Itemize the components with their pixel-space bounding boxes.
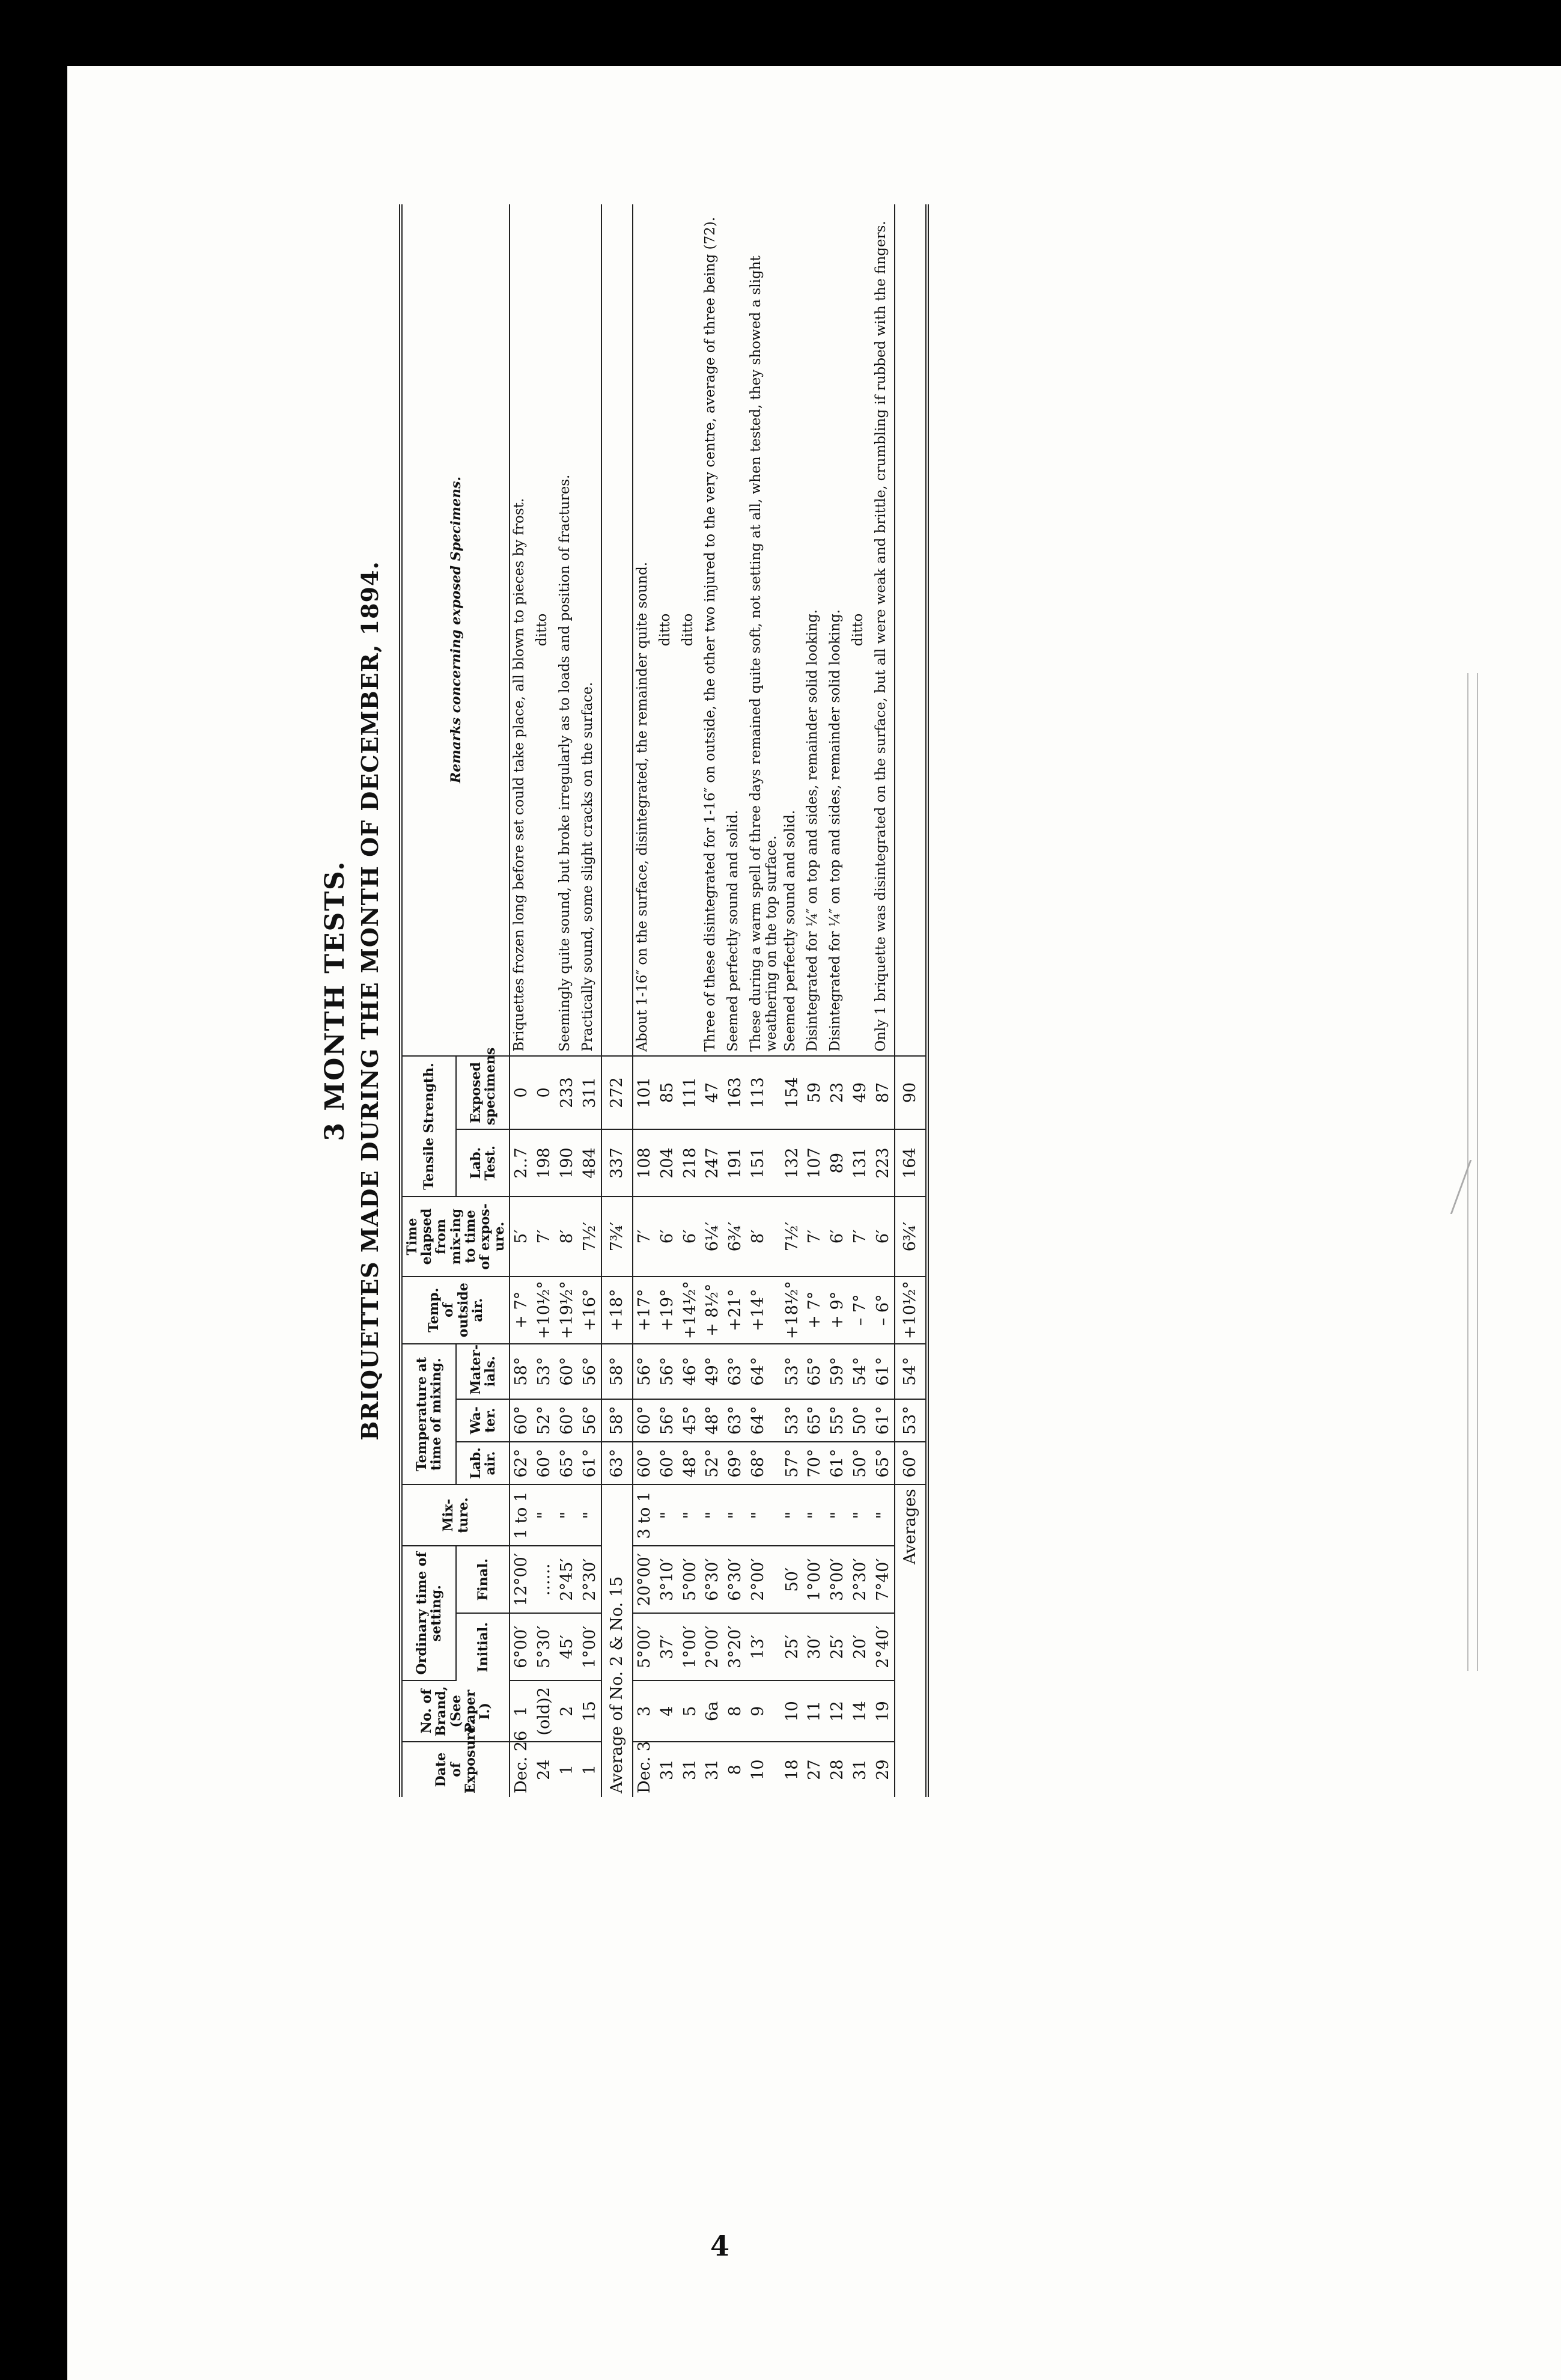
- cell-materials: 59°: [826, 1344, 849, 1399]
- cell-initial: 2°00′: [701, 1613, 724, 1680]
- cell-initial: 45′: [556, 1613, 579, 1680]
- cell-brand: 11: [803, 1680, 826, 1742]
- cell-elapsed: 6¼′: [701, 1197, 724, 1276]
- cell-initial: 25′: [826, 1613, 849, 1680]
- cell-water: 60°: [633, 1399, 656, 1442]
- cell-materials: 56°: [579, 1344, 602, 1399]
- test-results-table: [399, 204, 929, 1797]
- cell-final: 20°00′: [633, 1546, 656, 1613]
- cell-materials: 49°: [701, 1344, 724, 1399]
- cell-lab-test: 223: [872, 1129, 895, 1197]
- cell-final: 3°00′: [826, 1546, 849, 1613]
- cell-exposed: 85: [656, 1056, 679, 1129]
- avg2-remarks-empty: [895, 204, 927, 1056]
- cell-outside: – 6°: [872, 1277, 895, 1344]
- cell-exposed: 113: [747, 1056, 781, 1129]
- header-time-elapsed: Time elapsed from mix-ing to time of expos-ure.: [401, 1197, 510, 1276]
- avg-exposed: 272: [601, 1056, 633, 1129]
- cell-lab-air: 70°: [803, 1442, 826, 1484]
- binding-mark: [1450, 1160, 1496, 1214]
- cell-elapsed: 6′: [679, 1197, 702, 1276]
- cell-elapsed: 5′: [510, 1197, 533, 1276]
- cell-final: 2°45′: [556, 1546, 579, 1613]
- cell-lab-air: 50°: [849, 1442, 872, 1484]
- page-title: 3 MONTH TESTS.: [320, 860, 350, 1141]
- cell-remarks: ditto: [533, 204, 556, 1056]
- cell-remarks: About 1-16″ on the surface, disintegrated, the remainder quite sound.: [633, 204, 656, 1056]
- cell-mixture: ": [849, 1484, 872, 1546]
- cell-remarks: Seemed perfectly sound and solid.: [724, 204, 747, 1056]
- cell-brand: 1: [510, 1680, 533, 1742]
- cell-mixture: ": [826, 1484, 849, 1546]
- cell-outside: + 7°: [510, 1277, 533, 1344]
- avg2-elapsed: 6¾′: [895, 1197, 927, 1276]
- table-row: [556, 204, 579, 1797]
- cell-materials: 63°: [724, 1344, 747, 1399]
- cell-final: 2°00′: [747, 1546, 781, 1613]
- averages-row: [895, 204, 927, 1797]
- header-setting-group: Ordinary time of setting.: [401, 1546, 456, 1680]
- cell-lab-test: 191: [724, 1129, 747, 1197]
- cell-water: 48°: [701, 1399, 724, 1442]
- cell-elapsed: 7′: [533, 1197, 556, 1276]
- cell-final: 50′: [781, 1546, 804, 1613]
- cell-water: 64°: [747, 1399, 781, 1442]
- cell-brand: 15: [579, 1680, 602, 1742]
- header-materials: Mater-ials.: [456, 1344, 510, 1399]
- cell-exposed: 23: [826, 1056, 849, 1129]
- cell-mixture: ": [656, 1484, 679, 1546]
- cell-brand: 12: [826, 1680, 849, 1742]
- cell-mixture: ": [579, 1484, 602, 1546]
- cell-lab-air: 65°: [872, 1442, 895, 1484]
- header-temp-group: Temperature at time of mixing.: [401, 1344, 456, 1484]
- cell-date: 31: [657, 1759, 677, 1780]
- header-lab-test: Lab. Test.: [456, 1129, 510, 1197]
- cell-date: 18: [782, 1759, 802, 1780]
- cell-outside: +19°: [656, 1277, 679, 1344]
- cell-final: 3°10′: [656, 1546, 679, 1613]
- header-brand: No. of Brand, (See Paper I.): [401, 1680, 510, 1742]
- cell-water: 60°: [510, 1399, 533, 1442]
- table-row: [701, 204, 724, 1797]
- table-row: [849, 204, 872, 1797]
- header-mixture: Mix-ture.: [401, 1484, 510, 1546]
- cell-final: 2°30′: [579, 1546, 602, 1613]
- average-row: [601, 204, 633, 1797]
- cell-final: ……: [533, 1546, 556, 1613]
- cell-elapsed: 8′: [556, 1197, 579, 1276]
- cell-initial: 1°00′: [579, 1613, 602, 1680]
- cell-remarks: These during a warm spell of three days remained quite soft, not setting at all, when tested, they showed a slight weathering on the top surface.: [747, 204, 781, 1056]
- cell-date: Dec. 3: [635, 1741, 654, 1793]
- cell-outside: +18½°: [781, 1277, 804, 1344]
- cell-lab-test: 484: [579, 1129, 602, 1197]
- cell-elapsed: 7½′: [781, 1197, 804, 1276]
- cell-date: 28: [828, 1759, 847, 1780]
- cell-date: 8: [726, 1765, 745, 1775]
- cell-materials: 53°: [781, 1344, 804, 1399]
- cell-mixture: ": [803, 1484, 826, 1546]
- cell-date: 31: [680, 1759, 699, 1780]
- cell-outside: +14½°: [679, 1277, 702, 1344]
- cell-exposed: 233: [556, 1056, 579, 1129]
- cell-elapsed: 7′: [803, 1197, 826, 1276]
- cell-exposed: 311: [579, 1056, 602, 1129]
- cell-lab-test: 204: [656, 1129, 679, 1197]
- header-remarks: Remarks concerning exposed Specimens.: [401, 204, 510, 1056]
- cell-initial: 3°20′: [724, 1613, 747, 1680]
- cell-remarks: Seemed perfectly sound and solid.: [781, 204, 804, 1056]
- table-row: [872, 204, 895, 1797]
- cell-elapsed: 6′: [656, 1197, 679, 1276]
- cell-date: 27: [805, 1759, 824, 1780]
- cell-date: 24: [535, 1759, 554, 1780]
- avg2-water: 53°: [895, 1399, 927, 1442]
- cell-final: 6°30′: [724, 1546, 747, 1613]
- table-row: [747, 204, 781, 1797]
- cell-date: 31: [850, 1759, 869, 1780]
- cell-elapsed: 7′: [633, 1197, 656, 1276]
- table-header: [401, 204, 510, 1797]
- cell-exposed: 163: [724, 1056, 747, 1129]
- cell-outside: +14°: [747, 1277, 781, 1344]
- avg-outside: +18°: [601, 1277, 633, 1344]
- cell-water: 61°: [872, 1399, 895, 1442]
- table-body: [510, 204, 927, 1797]
- cell-remarks: Disintegrated for ¼″ on top and sides, remainder solid looking.: [826, 204, 849, 1056]
- cell-brand: 2: [556, 1680, 579, 1742]
- page-subtitle: BRIQUETTES MADE DURING THE MONTH OF DECEMBER, 1894.: [356, 561, 383, 1441]
- cell-lab-air: 61°: [826, 1442, 849, 1484]
- document-page: [67, 66, 1561, 2380]
- cell-materials: 56°: [656, 1344, 679, 1399]
- cell-initial: 5°30′: [533, 1613, 556, 1680]
- cell-remarks: Seemingly quite sound, but broke irregularly as to loads and position of fractures.: [556, 204, 579, 1056]
- cell-outside: – 7°: [849, 1277, 872, 1344]
- cell-outside: +19½°: [556, 1277, 579, 1344]
- header-final: Final.: [456, 1546, 510, 1613]
- header-exposed: Exposed specimens: [456, 1056, 510, 1129]
- cell-lab-air: 48°: [679, 1442, 702, 1484]
- cell-water: 63°: [724, 1399, 747, 1442]
- cell-lab-test: 247: [701, 1129, 724, 1197]
- cell-initial: 6°00′: [510, 1613, 533, 1680]
- cell-initial: 25′: [781, 1613, 804, 1680]
- cell-mixture: ": [872, 1484, 895, 1546]
- cell-lab-test: 2..7: [510, 1129, 533, 1197]
- avg2-lab-test: 164: [895, 1129, 927, 1197]
- cell-water: 45°: [679, 1399, 702, 1442]
- avg-water: 58°: [601, 1399, 633, 1442]
- cell-materials: 60°: [556, 1344, 579, 1399]
- cell-date: 31: [703, 1759, 722, 1780]
- cell-materials: 58°: [510, 1344, 533, 1399]
- cell-materials: 65°: [803, 1344, 826, 1399]
- cell-water: 55°: [826, 1399, 849, 1442]
- cell-outside: +10½°: [533, 1277, 556, 1344]
- avg2-lab-air: 60°: [895, 1442, 927, 1484]
- page-number: 4: [710, 2230, 730, 2262]
- avg2-outside: +10½°: [895, 1277, 927, 1344]
- header-initial: Initial.: [456, 1613, 510, 1680]
- cell-lab-test: 131: [849, 1129, 872, 1197]
- averages-label: Averages: [895, 1484, 927, 1797]
- cell-brand: 9: [747, 1680, 781, 1742]
- cell-lab-air: 65°: [556, 1442, 579, 1484]
- cell-exposed: 49: [849, 1056, 872, 1129]
- table-row: [533, 204, 556, 1797]
- cell-lab-test: 198: [533, 1129, 556, 1197]
- cell-final: 5°00′: [679, 1546, 702, 1613]
- cell-remarks: Three of these disintegrated for 1-16″ on outside, the other two injured to the very centre, average of three being (72).: [701, 204, 724, 1056]
- avg-remarks-empty: [601, 204, 633, 1056]
- cell-exposed: 154: [781, 1056, 804, 1129]
- cell-lab-air: 62°: [510, 1442, 533, 1484]
- table-row: [826, 204, 849, 1797]
- cell-remarks: Briquettes frozen long before set could take place, all blown to pieces by frost.: [510, 204, 533, 1056]
- cell-date: Dec. 26: [512, 1730, 531, 1793]
- cell-lab-air: 60°: [633, 1442, 656, 1484]
- table-row: [510, 204, 533, 1797]
- cell-exposed: 0: [510, 1056, 533, 1129]
- avg2-materials: 54°: [895, 1344, 927, 1399]
- cell-remarks: Only 1 briquette was disintegrated on the surface, but all were weak and brittle, crumbling if rubbed with the fingers.: [872, 204, 895, 1056]
- cell-lab-air: 61°: [579, 1442, 602, 1484]
- average-label: Average of No. 2 & No. 15: [601, 1484, 633, 1797]
- cell-date: 1: [580, 1765, 599, 1775]
- avg2-exposed: 90: [895, 1056, 927, 1129]
- cell-lab-test: 108: [633, 1129, 656, 1197]
- cell-initial: 5°00′: [633, 1613, 656, 1680]
- avg-lab-test: 337: [601, 1129, 633, 1197]
- cell-lab-test: 89: [826, 1129, 849, 1197]
- cell-exposed: 0: [533, 1056, 556, 1129]
- cell-date: 1: [557, 1765, 576, 1775]
- cell-elapsed: 6′: [872, 1197, 895, 1276]
- cell-mixture: ": [556, 1484, 579, 1546]
- cell-mixture: ": [747, 1484, 781, 1546]
- cell-lab-test: 107: [803, 1129, 826, 1197]
- cell-outside: +21°: [724, 1277, 747, 1344]
- avg-materials: 58°: [601, 1344, 633, 1399]
- cell-materials: 64°: [747, 1344, 781, 1399]
- header-outside-temp: Temp. of outside air.: [401, 1277, 510, 1344]
- cell-brand: 10: [781, 1680, 804, 1742]
- cell-water: 50°: [849, 1399, 872, 1442]
- cell-elapsed: 6′: [826, 1197, 849, 1276]
- cell-remarks: ditto: [656, 204, 679, 1056]
- cell-materials: 53°: [533, 1344, 556, 1399]
- cell-mixture: 1 to 1: [510, 1484, 533, 1546]
- cell-mixture: ": [701, 1484, 724, 1546]
- cell-initial: 20′: [849, 1613, 872, 1680]
- cell-final: 6°30′: [701, 1546, 724, 1613]
- cell-water: 65°: [803, 1399, 826, 1442]
- cell-mixture: ": [724, 1484, 747, 1546]
- cell-remarks: Disintegrated for ¼″ on top and sides, remainder solid looking.: [803, 204, 826, 1056]
- cell-brand: 4: [656, 1680, 679, 1742]
- cell-exposed: 59: [803, 1056, 826, 1129]
- cell-materials: 56°: [633, 1344, 656, 1399]
- avg-elapsed: 7¾′: [601, 1197, 633, 1276]
- cell-lab-air: 52°: [701, 1442, 724, 1484]
- scan-top-band: [0, 0, 1561, 66]
- cell-initial: 30′: [803, 1613, 826, 1680]
- table-row: [679, 204, 702, 1797]
- table-row: [656, 204, 679, 1797]
- header-tensile-group: Tensile Strength.: [401, 1056, 456, 1197]
- cell-water: 52°: [533, 1399, 556, 1442]
- cell-date: 29: [873, 1759, 892, 1780]
- cell-elapsed: 8′: [747, 1197, 781, 1276]
- cell-lab-air: 68°: [747, 1442, 781, 1484]
- cell-outside: + 9°: [826, 1277, 849, 1344]
- cell-materials: 61°: [872, 1344, 895, 1399]
- table-row: [724, 204, 747, 1797]
- cell-lab-test: 218: [679, 1129, 702, 1197]
- cell-final: 7°40′: [872, 1546, 895, 1613]
- cell-remarks: Practically sound, some slight cracks on the surface.: [579, 204, 602, 1056]
- avg-lab-air: 63°: [601, 1442, 633, 1484]
- cell-elapsed: 7½′: [579, 1197, 602, 1276]
- cell-lab-air: 60°: [656, 1442, 679, 1484]
- cell-remarks: ditto: [849, 204, 872, 1056]
- cell-materials: 46°: [679, 1344, 702, 1399]
- cell-water: 56°: [579, 1399, 602, 1442]
- cell-exposed: 47: [701, 1056, 724, 1129]
- cell-lab-test: 151: [747, 1129, 781, 1197]
- cell-exposed: 111: [679, 1056, 702, 1129]
- cell-elapsed: 7′: [849, 1197, 872, 1276]
- header-date: Date of Exposure.: [401, 1742, 510, 1797]
- cell-date: 10: [748, 1759, 767, 1780]
- cell-outside: +16°: [579, 1277, 602, 1344]
- cell-exposed: 87: [872, 1056, 895, 1129]
- table-row: [781, 204, 804, 1797]
- cell-mixture: 3 to 1: [633, 1484, 656, 1546]
- cell-brand: 6a: [701, 1680, 724, 1742]
- table-row: [579, 204, 602, 1797]
- cell-outside: +17°: [633, 1277, 656, 1344]
- cell-brand: (old)2: [533, 1680, 556, 1742]
- cell-mixture: ": [781, 1484, 804, 1546]
- rotated-table-block: [320, 204, 1101, 1797]
- header-water: Wa-ter.: [456, 1399, 510, 1442]
- cell-mixture: ": [679, 1484, 702, 1546]
- cell-materials: 54°: [849, 1344, 872, 1399]
- cell-initial: 13′: [747, 1613, 781, 1680]
- cell-lab-test: 132: [781, 1129, 804, 1197]
- table-row: [803, 204, 826, 1797]
- table-row: [633, 204, 656, 1797]
- header-lab-air: Lab. air.: [456, 1442, 510, 1484]
- cell-brand: 8: [724, 1680, 747, 1742]
- cell-brand: 5: [679, 1680, 702, 1742]
- cell-exposed: 101: [633, 1056, 656, 1129]
- cell-lab-test: 190: [556, 1129, 579, 1197]
- cell-water: 60°: [556, 1399, 579, 1442]
- cell-outside: + 8½°: [701, 1277, 724, 1344]
- cell-lab-air: 60°: [533, 1442, 556, 1484]
- cell-initial: 37′: [656, 1613, 679, 1680]
- cell-water: 56°: [656, 1399, 679, 1442]
- cell-lab-air: 69°: [724, 1442, 747, 1484]
- cell-final: 2°30′: [849, 1546, 872, 1613]
- cell-final: 12°00′: [510, 1546, 533, 1613]
- cell-final: 1°00′: [803, 1546, 826, 1613]
- cell-brand: 3: [633, 1680, 656, 1742]
- cell-brand: 19: [872, 1680, 895, 1742]
- cell-initial: 2°40′: [872, 1613, 895, 1680]
- cell-brand: 14: [849, 1680, 872, 1742]
- cell-lab-air: 57°: [781, 1442, 804, 1484]
- cell-mixture: ": [533, 1484, 556, 1546]
- cell-outside: + 7°: [803, 1277, 826, 1344]
- cell-water: 53°: [781, 1399, 804, 1442]
- cell-elapsed: 6¾′: [724, 1197, 747, 1276]
- cell-remarks: ditto: [679, 204, 702, 1056]
- cell-initial: 1°00′: [679, 1613, 702, 1680]
